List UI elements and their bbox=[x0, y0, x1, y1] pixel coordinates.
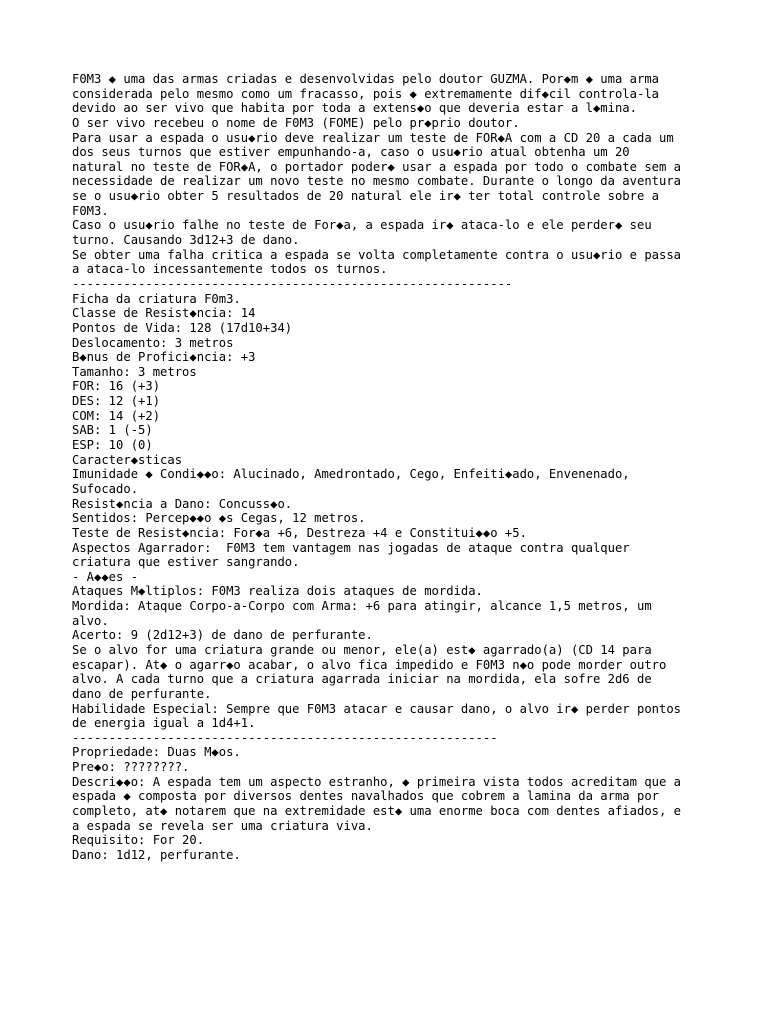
text-line: B◆nus de Profici◆ncia: +3 bbox=[72, 350, 256, 365]
text-line: Mordida: Ataque Corpo-a-Corpo com Arma: +6 para atingir, alcance 1,5 metros, um bbox=[72, 599, 652, 614]
text-line: completo, at◆ notarem que na extremidade est◆ uma enorme boca com dentes afiados, e bbox=[72, 804, 682, 819]
text-line: dano de perfurante. bbox=[72, 686, 212, 701]
text-line: Se obter uma falha critica a espada se volta completamente contra o usu◆rio e passa bbox=[72, 247, 682, 262]
text-line: escapar). At◆ o agarr◆o acabar, o alvo fica impedido e F0M3 n◆o pode morder outro bbox=[72, 657, 667, 672]
text-line: F0M3. bbox=[72, 203, 109, 218]
text-line: a ataca-lo incessantemente todos os turnos. bbox=[72, 262, 388, 277]
text-line: DES: 12 (+1) bbox=[72, 394, 161, 409]
text-line: Caracter◆sticas bbox=[72, 452, 183, 467]
text-line: Se o alvo for uma criatura grande ou menor, ele(a) est◆ agarrado(a) (CD 14 para bbox=[72, 642, 652, 657]
text-line: - A◆◆es - bbox=[72, 569, 139, 584]
text-line: considerada pelo mesmo como um fracasso, pois ◆ extremamente dif◆cil controla-la bbox=[72, 86, 659, 101]
text-line: Caso o usu◆rio falhe no teste de For◆a, a espada ir◆ ataca-lo e ele perder◆ seu bbox=[72, 218, 652, 233]
text-line: alvo. bbox=[72, 613, 109, 628]
text-line: a espada se revela ser uma criatura viva. bbox=[72, 818, 373, 833]
text-line: Sufocado. bbox=[72, 481, 139, 496]
text-line: FOR: 16 (+3) bbox=[72, 379, 161, 394]
text-line: Para usar a espada o usu◆rio deve realizar um teste de FOR◆A com a CD 20 a cada um bbox=[72, 130, 674, 145]
text-line: Pre◆o: ????????. bbox=[72, 760, 190, 775]
text-line: Teste de Resist◆ncia: For◆a +6, Destreza +4 e Constitui◆◆o +5. bbox=[72, 525, 527, 540]
text-line: necessidade de realizar um novo teste no mesmo combate. Durante o longo da aventura bbox=[72, 174, 682, 189]
text-line: turno. Causando 3d12+3 de dano. bbox=[72, 233, 300, 248]
text-line: Deslocamento: 3 metros bbox=[72, 335, 234, 350]
text-line: O ser vivo recebeu o nome de F0M3 (FOME) pelo pr◆prio doutor. bbox=[72, 115, 520, 130]
text-line: Sentidos: Percep◆◆o ◆s Cegas, 12 metros. bbox=[72, 511, 366, 526]
text-line: Requisito: For 20. bbox=[72, 833, 205, 848]
text-line: criatura que estiver sangrando. bbox=[72, 555, 300, 570]
text-line: Dano: 1d12, perfurante. bbox=[72, 847, 241, 862]
text-line: Aspectos Agarrador: F0M3 tem vantagem nas jogadas de ataque contra qualquer bbox=[72, 540, 630, 555]
text-line: Descri◆◆o: A espada tem um aspecto estranho, ◆ primeira vista todos acreditam que a bbox=[72, 774, 682, 789]
text-line: F0M3 ◆ uma das armas criadas e desenvolvidas pelo doutor GUZMA. Por◆m ◆ uma arma bbox=[72, 72, 659, 86]
text-line: Habilidade Especial: Sempre que F0M3 atacar e causar dano, o alvo ir◆ perder pontos bbox=[72, 701, 682, 716]
text-line: se o usu◆rio obter 5 resultados de 20 natural ele ir◆ ter total controle sobre a bbox=[72, 189, 659, 204]
text-line: Pontos de Vida: 128 (17d10+34) bbox=[72, 320, 293, 335]
text-line: alvo. A cada turno que a criatura agarrada iniciar na mordida, ela sofre 2d6 de bbox=[72, 672, 652, 687]
document-body bbox=[72, 72, 712, 863]
text-line: ---------------------------------------------------------- bbox=[72, 730, 498, 745]
text-line: Ataques M◆ltiplos: F0M3 realiza dois ataques de mordida. bbox=[72, 584, 483, 599]
text-line: ESP: 10 (0) bbox=[72, 438, 153, 453]
text-line: devido ao ser vivo que habita por toda a extens◆o que deveria estar a l◆mina. bbox=[72, 101, 637, 116]
text-line: dos seus turnos que estiver empunhando-a, caso o usu◆rio atual obtenha um 20 bbox=[72, 145, 630, 160]
text-line: espada ◆ composta por diversos dentes navalhados que cobrem a lamina da arma por bbox=[72, 789, 659, 804]
text-line: SAB: 1 (-5) bbox=[72, 423, 153, 438]
text-line: de energia igual a 1d4+1. bbox=[72, 716, 256, 731]
text-line: COM: 14 (+2) bbox=[72, 408, 161, 423]
text-line: Classe de Resist◆ncia: 14 bbox=[72, 306, 256, 321]
text-line: Imunidade ◆ Condi◆◆o: Alucinado, Amedrontado, Cego, Enfeiti◆ado, Envenenado, bbox=[72, 467, 630, 482]
text-line: Tamanho: 3 metros bbox=[72, 364, 197, 379]
text-line: natural no teste de FOR◆A, o portador poder◆ usar a espada por todo o combate sem a bbox=[72, 159, 682, 174]
text-line: Ficha da criatura F0m3. bbox=[72, 291, 241, 306]
text-line: Resist◆ncia a Dano: Concuss◆o. bbox=[72, 496, 293, 511]
text-line: Propriedade: Duas M◆os. bbox=[72, 745, 241, 760]
text-line: Acerto: 9 (2d12+3) de dano de perfurante. bbox=[72, 628, 373, 643]
text-line: ------------------------------------------------------------ bbox=[72, 276, 513, 291]
